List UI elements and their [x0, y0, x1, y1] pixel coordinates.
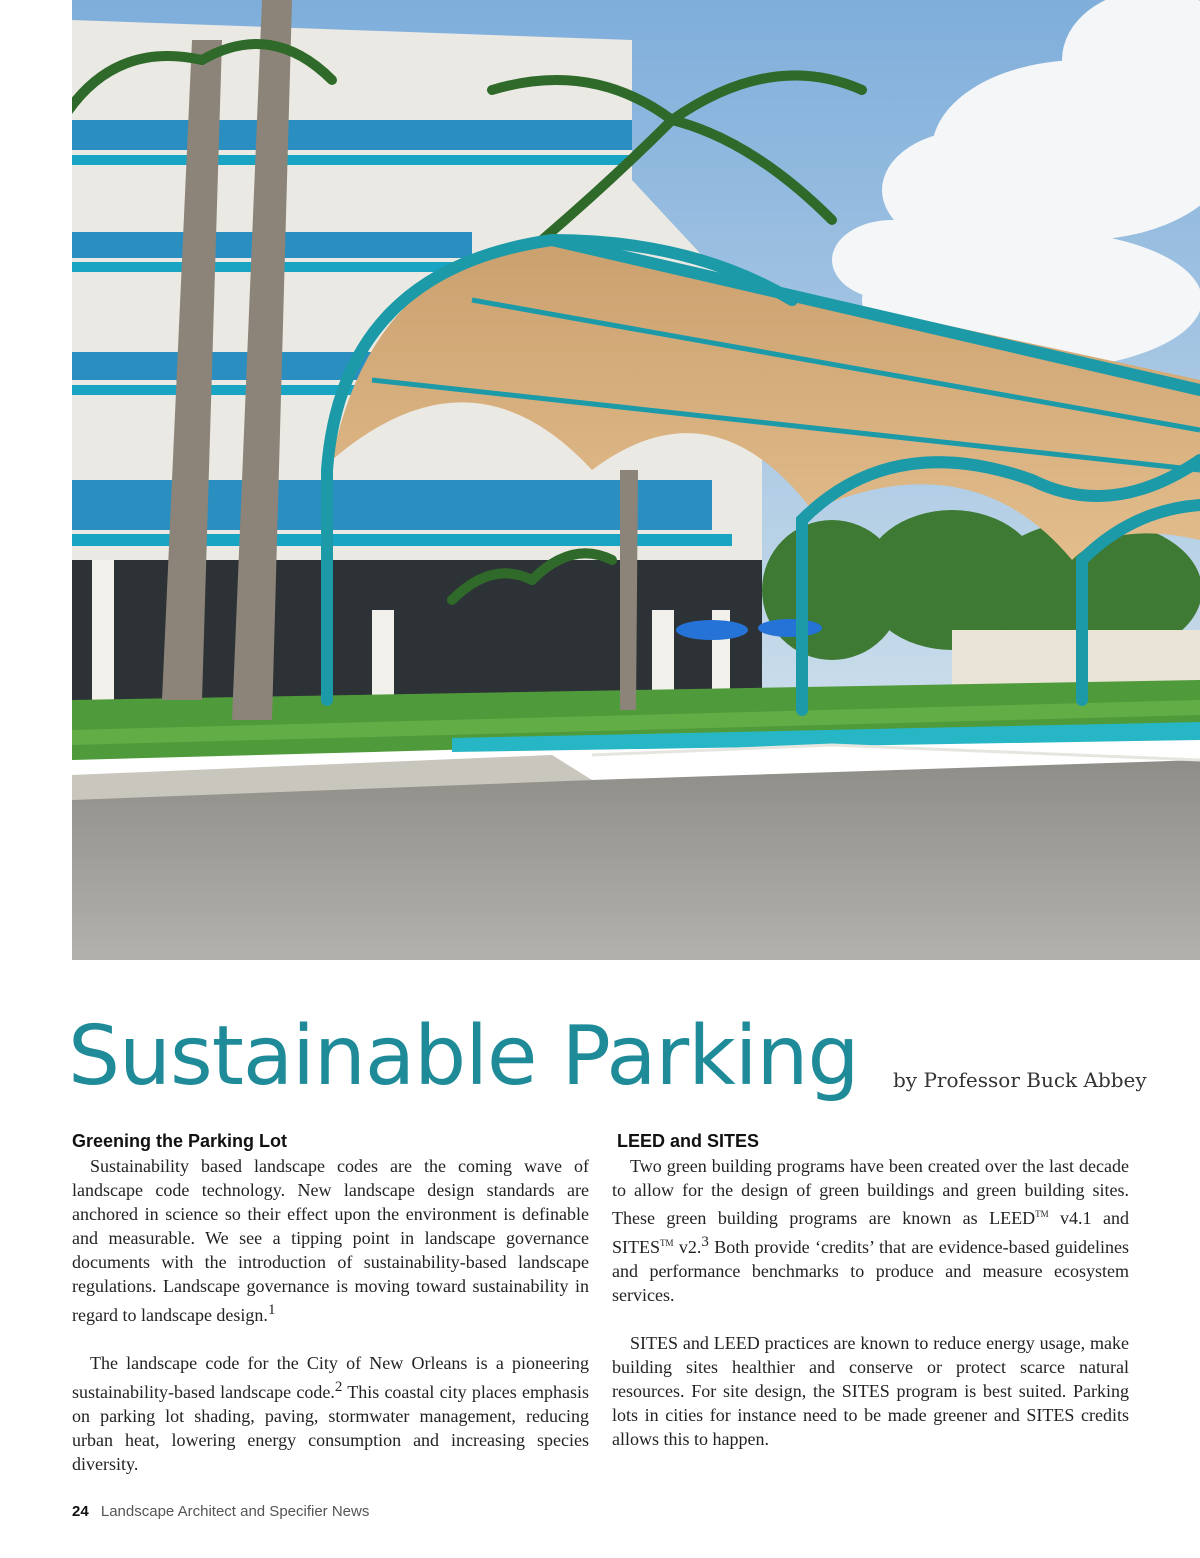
- footnote-ref: 2: [334, 1379, 343, 1395]
- footnote-ref: 1: [267, 1302, 276, 1318]
- publication-name: Landscape Architect and Specifier News: [100, 1503, 370, 1520]
- article-title: Sustainable Parking: [68, 1009, 859, 1104]
- trademark-mark: TM: [1035, 1209, 1049, 1219]
- right-column: [612, 1128, 1129, 1451]
- trademark-mark: TM: [660, 1238, 674, 1248]
- body-paragraph: Sustainability based landscape codes are the coming wave of landscape code technology. New landscape design standards are anchored in science so their effect upon the environment is definable and measurable. We see a tipping point in landscape governance documents with the introduction of sustainability-based landscape regulations. Landscape governance is moving toward sustainability in regard to landscape design.$^1$: [72, 1156, 589, 1325]
- page-number: 24: [72, 1503, 89, 1520]
- hero-photo: [72, 0, 1200, 960]
- footnote-ref: 3: [701, 1234, 709, 1250]
- body-paragraph: The landscape code for the City of New Orleans is a pioneering sustainability-based landscape code.$^2$ This coastal city places emphasis on parking lot shading, paving, stormwater management, reducing urban heat, lowering energy consumption and increasing species diversity.: [72, 1353, 589, 1474]
- left-column: [72, 1128, 589, 1476]
- body-paragraph: SITES and LEED practices are known to reduce energy usage, make building sites healthier and conserve or protect scarce natural resources. For site design, the SITES program is best suited. Parking lots in cities for instance need to be made greener and SITES credits allows this to happen.: [612, 1333, 1129, 1449]
- section-heading: Greening the Parking Lot: [72, 1131, 288, 1151]
- body-paragraph: Two green building programs have been created over the last decade to allow for the design of green buildings and green building sites. These green building programs are known as LEED™ v4.1 and SITES™ v2.$^3$ Both provide ‘credits’ that are evidence-based guidelines and performance benchmarks to produce and measure ecosystem services.: [612, 1156, 1129, 1305]
- page-footer: [72, 1503, 369, 1520]
- article-byline: by Professor Buck Abbey: [893, 1068, 1147, 1092]
- section-heading: LEED and SITES: [617, 1131, 760, 1151]
